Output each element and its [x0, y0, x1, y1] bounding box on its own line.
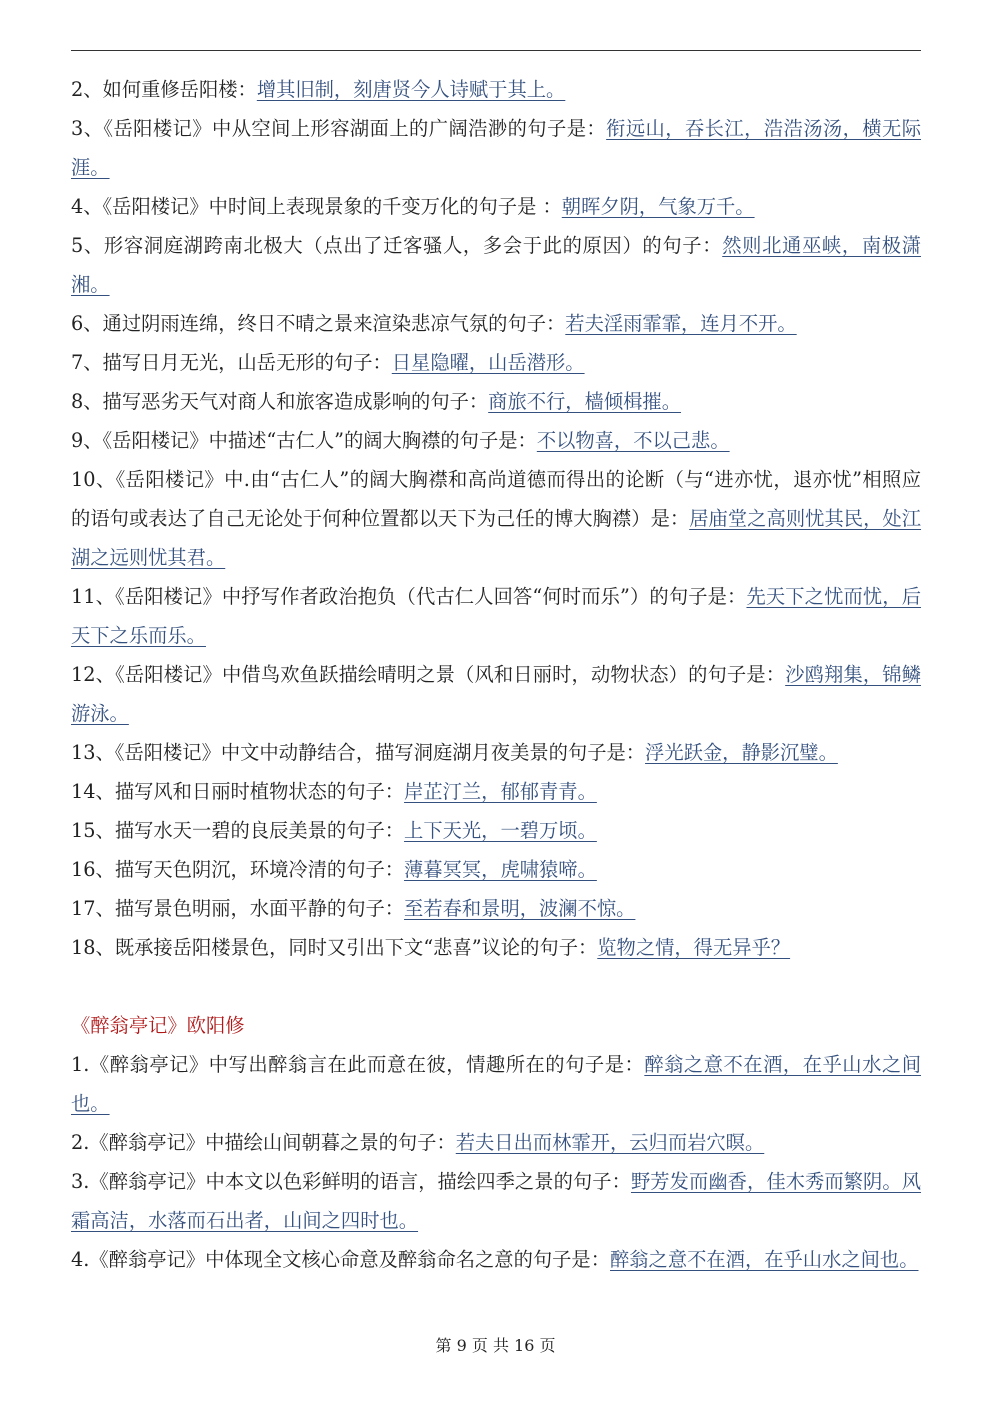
answer: 增其旧制，刻唐贤今人诗赋于其上。 — [256, 78, 566, 101]
list-item — [71, 187, 921, 226]
list-item — [71, 304, 921, 343]
question: 16、描写天色阴沉，环境冷清的句子： — [71, 858, 405, 881]
list-item — [71, 928, 921, 967]
question: 11、《岳阳楼记》中抒写作者政治抱负（代古仁人回答“何时而乐”）的句子是： — [71, 585, 747, 608]
question: 2.《醉翁亭记》中描绘山间朝暮之景的句子： — [71, 1131, 456, 1154]
answer: 日星隐曜，山岳潜形。 — [391, 351, 585, 374]
list-item — [71, 655, 921, 733]
list-item — [71, 772, 921, 811]
answer: 野芳发而幽香，佳木秀而繁阴。风霜高洁，水落而石出者，山间之四时也。 — [71, 1170, 921, 1232]
list-item — [71, 1162, 921, 1240]
answer: 上下天光，一碧万顷。 — [404, 819, 597, 842]
answer: 醉翁之意不在酒，在乎山水之间也。 — [610, 1248, 919, 1271]
list-item — [71, 811, 921, 850]
question: 10、《岳阳楼记》中.由“古仁人”的阔大胸襟和高尚道德而得出的论断（与“进亦忧，退亦忧”相照应的语句或表达了自己无论处于何种位置都以天下为己任的博大胸襟）是： — [71, 468, 921, 530]
answer: 朝晖夕阴，气象万千。 — [561, 195, 755, 218]
list-item — [71, 577, 921, 655]
question: 2、如何重修岳阳楼： — [71, 78, 257, 101]
question: 14、描写风和日丽时植物状态的句子： — [71, 780, 405, 803]
list-item — [71, 850, 921, 889]
list-item — [71, 889, 921, 928]
list-item — [71, 460, 921, 577]
list-item — [71, 226, 921, 304]
yueyanglou-list — [71, 70, 921, 967]
list-item — [71, 1123, 921, 1162]
question: 3.《醉翁亭记》中本文以色彩鲜明的语言，描绘四季之景的句子： — [71, 1170, 631, 1193]
list-item — [71, 109, 921, 187]
list-item — [71, 343, 921, 382]
list-item — [71, 382, 921, 421]
zuiwengting-list — [71, 1045, 921, 1279]
list-item — [71, 733, 921, 772]
answer: 览物之情，得无异乎？ — [597, 936, 791, 959]
question: 4、《岳阳楼记》中时间上表现景象的千变万化的句子是 ： — [71, 195, 562, 218]
answer: 沙鸥翔集，锦鳞游泳。 — [71, 663, 921, 725]
answer: 若夫淫雨霏霏，连月不开。 — [565, 312, 797, 335]
answer: 浮光跃金，静影沉璧。 — [645, 741, 838, 764]
question: 7、描写日月无光，山岳无形的句子： — [71, 351, 392, 374]
header-rule — [71, 50, 921, 51]
answer: 不以物喜，不以己悲。 — [536, 429, 730, 452]
list-item — [71, 70, 921, 109]
section-heading: 《醉翁亭记》欧阳修 — [71, 1014, 245, 1037]
question: 6、通过阴雨连绵，终日不晴之景来渲染悲凉气氛的句子： — [71, 312, 566, 335]
page-content — [71, 70, 921, 1279]
answer: 薄暮冥冥，虎啸猿啼。 — [404, 858, 597, 881]
question: 17、描写景色明丽，水面平静的句子： — [71, 897, 405, 920]
question: 18、既承接岳阳楼景色，同时又引出下文“悲喜”议论的句子： — [71, 936, 598, 959]
answer: 居庙堂之高则忧其民，处江湖之远则忧其君。 — [71, 507, 922, 569]
question: 4.《醉翁亭记》中体现全文核心命意及醉翁命名之意的句子是： — [71, 1248, 610, 1271]
answer: 岸芷汀兰，郁郁青青。 — [404, 780, 597, 803]
question: 15、描写水天一碧的良辰美景的句子： — [71, 819, 405, 842]
list-item — [71, 421, 921, 460]
answer: 先天下之忧而忧，后天下之乐而乐。 — [71, 585, 921, 647]
question: 12、《岳阳楼记》中借鸟欢鱼跃描绘晴明之景（风和日丽时，动物状态）的句子是： — [71, 663, 786, 686]
answer: 然则北通巫峡，南极潇湘。 — [71, 234, 921, 296]
answer: 醉翁之意不在酒，在乎山水之间也。 — [71, 1053, 921, 1115]
answer: 衔远山，吞长江，浩浩汤汤，横无际涯。 — [71, 117, 922, 179]
question: 9、《岳阳楼记》中描述“古仁人”的阔大胸襟的句子是： — [71, 429, 537, 452]
answer: 至若春和景明，波澜不惊。 — [404, 897, 636, 920]
list-item — [71, 1045, 921, 1123]
question: 3、《岳阳楼记》中从空间上形容湖面上的广阔浩渺的句子是： — [71, 117, 607, 140]
question: 1.《醉翁亭记》中写出醉翁言在此而意在彼，情趣所在的句子是： — [71, 1053, 645, 1076]
answer: 商旅不行，樯倾楫摧。 — [488, 390, 681, 413]
list-item — [71, 1240, 921, 1279]
question: 8、描写恶劣天气对商人和旅客造成影响的句子： — [71, 390, 489, 413]
answer: 若夫日出而林霏开，云归而岩穴暝。 — [455, 1131, 765, 1154]
page-number: 第 9 页 共 16 页 — [435, 1336, 556, 1355]
question: 5、形容洞庭湖跨南北极大（点出了迁客骚人，多会于此的原因）的句子： — [71, 234, 723, 257]
question: 13、《岳阳楼记》中文中动静结合，描写洞庭湖月夜美景的句子是： — [71, 741, 646, 764]
